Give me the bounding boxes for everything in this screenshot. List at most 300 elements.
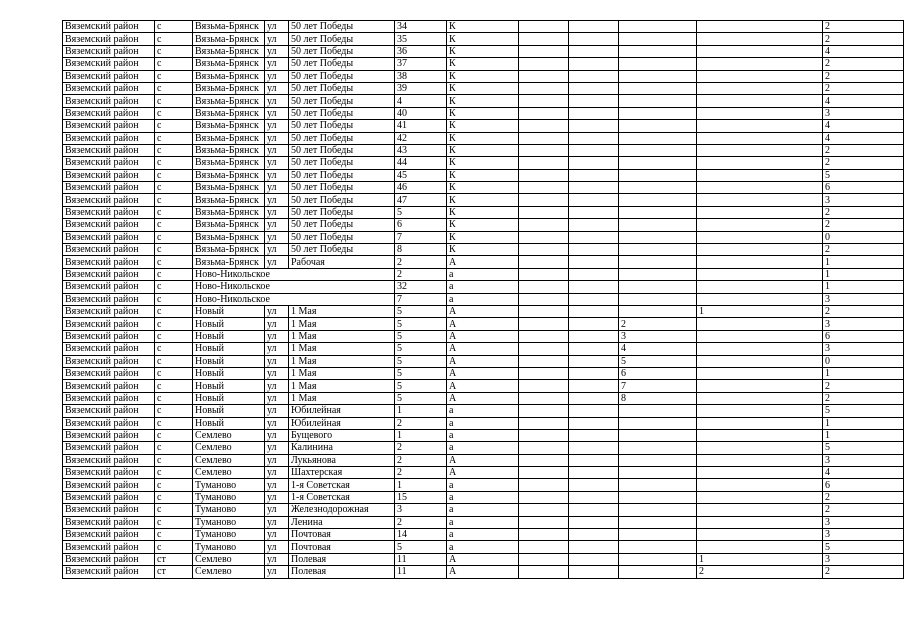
cell-street: 50 лет Победы xyxy=(289,82,395,94)
cell-room xyxy=(697,491,823,503)
cell-district: Вяземский район xyxy=(63,566,155,578)
cell-apartment xyxy=(619,169,697,181)
cell-street: Лукьянова xyxy=(289,454,395,466)
cell-district: Вяземский район xyxy=(63,417,155,429)
cell-district: Вяземский район xyxy=(63,529,155,541)
cell-settlement-type: с xyxy=(155,206,193,218)
table-row xyxy=(63,417,904,429)
cell-street: 1 Мая xyxy=(289,318,395,330)
cell-col-8 xyxy=(519,553,569,565)
cell-district: Вяземский район xyxy=(63,343,155,355)
cell-street-type: ул xyxy=(265,256,289,268)
cell-col-8 xyxy=(519,157,569,169)
cell-house-number: 42 xyxy=(395,132,447,144)
cell-col-9 xyxy=(569,293,619,305)
cell-settlement-type: с xyxy=(155,541,193,553)
cell-settlement: Туманово xyxy=(193,479,265,491)
cell-room xyxy=(697,293,823,305)
cell-apartment xyxy=(619,429,697,441)
cell-col-8 xyxy=(519,21,569,33)
cell-col-9 xyxy=(569,541,619,553)
cell-col-9 xyxy=(569,256,619,268)
cell-building-letter: А xyxy=(447,367,519,379)
cell-apartment: 4 xyxy=(619,343,697,355)
cell-district: Вяземский район xyxy=(63,206,155,218)
cell-district: Вяземский район xyxy=(63,95,155,107)
cell-house-number: 14 xyxy=(395,529,447,541)
cell-district: Вяземский район xyxy=(63,256,155,268)
cell-col-9 xyxy=(569,95,619,107)
cell-apartment xyxy=(619,454,697,466)
cell-settlement: Новый xyxy=(193,355,265,367)
cell-settlement: Вязьма-Брянск xyxy=(193,95,265,107)
cell-building-letter: К xyxy=(447,132,519,144)
cell-settlement: Вязьма-Брянск xyxy=(193,58,265,70)
cell-district: Вяземский район xyxy=(63,132,155,144)
cell-house-number: 5 xyxy=(395,380,447,392)
cell-building-letter: А xyxy=(447,318,519,330)
cell-apartment xyxy=(619,182,697,194)
cell-room xyxy=(697,95,823,107)
table-row xyxy=(63,206,904,218)
cell-district: Вяземский район xyxy=(63,293,155,305)
cell-room xyxy=(697,516,823,528)
cell-settlement: Туманово xyxy=(193,491,265,503)
cell-apartment xyxy=(619,541,697,553)
cell-street: 1 Мая xyxy=(289,380,395,392)
cell-street-type: ул xyxy=(265,529,289,541)
cell-col-9 xyxy=(569,330,619,342)
table-row xyxy=(63,21,904,33)
cell-street: 50 лет Победы xyxy=(289,21,395,33)
cell-settlement: Новый xyxy=(193,367,265,379)
cell-street: 1-я Советская xyxy=(289,479,395,491)
cell-apartment xyxy=(619,566,697,578)
cell-col-9 xyxy=(569,516,619,528)
cell-building-letter: а xyxy=(447,442,519,454)
cell-district: Вяземский район xyxy=(63,120,155,132)
cell-room xyxy=(697,281,823,293)
table-row xyxy=(63,144,904,156)
cell-col-9 xyxy=(569,467,619,479)
cell-building-letter: а xyxy=(447,479,519,491)
cell-building-letter: а xyxy=(447,268,519,280)
cell-count: 6 xyxy=(823,330,904,342)
cell-district: Вяземский район xyxy=(63,58,155,70)
cell-settlement: Новый xyxy=(193,343,265,355)
cell-room xyxy=(697,268,823,280)
cell-col-8 xyxy=(519,58,569,70)
cell-street-type: ул xyxy=(265,392,289,404)
cell-col-8 xyxy=(519,467,569,479)
cell-apartment xyxy=(619,194,697,206)
cell-settlement: Туманово xyxy=(193,516,265,528)
cell-col-9 xyxy=(569,33,619,45)
cell-district: Вяземский район xyxy=(63,268,155,280)
cell-count: 2 xyxy=(823,144,904,156)
cell-house-number: 5 xyxy=(395,305,447,317)
cell-col-8 xyxy=(519,268,569,280)
cell-col-9 xyxy=(569,120,619,132)
cell-building-letter: А xyxy=(447,355,519,367)
cell-room xyxy=(697,541,823,553)
cell-apartment xyxy=(619,491,697,503)
table-row xyxy=(63,45,904,57)
cell-street-type: ул xyxy=(265,95,289,107)
cell-apartment xyxy=(619,281,697,293)
cell-district: Вяземский район xyxy=(63,541,155,553)
cell-settlement-type: с xyxy=(155,33,193,45)
cell-apartment xyxy=(619,479,697,491)
cell-col-9 xyxy=(569,281,619,293)
table-row xyxy=(63,268,904,280)
cell-count: 4 xyxy=(823,120,904,132)
cell-district: Вяземский район xyxy=(63,504,155,516)
cell-district: Вяземский район xyxy=(63,491,155,503)
cell-room xyxy=(697,206,823,218)
cell-apartment xyxy=(619,82,697,94)
cell-settlement-type: с xyxy=(155,504,193,516)
cell-count: 1 xyxy=(823,367,904,379)
cell-count: 1 xyxy=(823,256,904,268)
cell-street-type: ул xyxy=(265,70,289,82)
cell-col-8 xyxy=(519,206,569,218)
cell-street-type: ул xyxy=(265,343,289,355)
cell-settlement: Семлево xyxy=(193,454,265,466)
cell-settlement: Семлево xyxy=(193,429,265,441)
cell-count: 2 xyxy=(823,58,904,70)
cell-district: Вяземский район xyxy=(63,231,155,243)
cell-col-9 xyxy=(569,479,619,491)
cell-col-8 xyxy=(519,529,569,541)
cell-col-9 xyxy=(569,380,619,392)
cell-house-number: 2 xyxy=(395,268,447,280)
cell-settlement: Вязьма-Брянск xyxy=(193,169,265,181)
cell-street: 50 лет Победы xyxy=(289,219,395,231)
cell-settlement: Вязьма-Брянск xyxy=(193,244,265,256)
cell-settlement: Вязьма-Брянск xyxy=(193,219,265,231)
cell-street: Рабочая xyxy=(289,256,395,268)
cell-street: Полевая xyxy=(289,566,395,578)
cell-room xyxy=(697,21,823,33)
cell-room xyxy=(697,144,823,156)
cell-col-9 xyxy=(569,305,619,317)
cell-col-8 xyxy=(519,491,569,503)
cell-settlement-type: с xyxy=(155,182,193,194)
cell-col-9 xyxy=(569,318,619,330)
table-row xyxy=(63,82,904,94)
cell-apartment xyxy=(619,219,697,231)
cell-room xyxy=(697,45,823,57)
cell-street-type: ул xyxy=(265,305,289,317)
cell-col-8 xyxy=(519,504,569,516)
cell-col-9 xyxy=(569,553,619,565)
table-row xyxy=(63,182,904,194)
table-row xyxy=(63,529,904,541)
cell-col-8 xyxy=(519,231,569,243)
cell-settlement: Вязьма-Брянск xyxy=(193,194,265,206)
cell-district: Вяземский район xyxy=(63,82,155,94)
cell-street: 50 лет Победы xyxy=(289,120,395,132)
cell-col-9 xyxy=(569,45,619,57)
cell-street: 50 лет Победы xyxy=(289,45,395,57)
cell-col-8 xyxy=(519,281,569,293)
cell-apartment xyxy=(619,95,697,107)
cell-room: 1 xyxy=(697,553,823,565)
cell-col-9 xyxy=(569,343,619,355)
cell-building-letter: К xyxy=(447,45,519,57)
cell-street-type: ул xyxy=(265,194,289,206)
cell-count: 1 xyxy=(823,281,904,293)
cell-settlement: Вязьма-Брянск xyxy=(193,144,265,156)
cell-count: 4 xyxy=(823,467,904,479)
cell-building-letter: К xyxy=(447,157,519,169)
cell-room xyxy=(697,82,823,94)
cell-col-9 xyxy=(569,268,619,280)
cell-count: 6 xyxy=(823,479,904,491)
cell-col-8 xyxy=(519,82,569,94)
cell-col-9 xyxy=(569,429,619,441)
table-row xyxy=(63,107,904,119)
cell-building-letter: К xyxy=(447,33,519,45)
table-row xyxy=(63,120,904,132)
cell-house-number: 1 xyxy=(395,479,447,491)
cell-room xyxy=(697,194,823,206)
cell-count: 2 xyxy=(823,566,904,578)
cell-room xyxy=(697,429,823,441)
cell-street: Ленина xyxy=(289,516,395,528)
table-row xyxy=(63,244,904,256)
cell-col-9 xyxy=(569,355,619,367)
cell-settlement: Новый xyxy=(193,380,265,392)
cell-settlement: Вязьма-Брянск xyxy=(193,256,265,268)
cell-room xyxy=(697,231,823,243)
cell-district: Вяземский район xyxy=(63,367,155,379)
cell-street: Юбилейная xyxy=(289,405,395,417)
cell-house-number: 3 xyxy=(395,504,447,516)
cell-col-8 xyxy=(519,516,569,528)
cell-settlement-type: с xyxy=(155,343,193,355)
cell-settlement: Новый xyxy=(193,305,265,317)
cell-apartment xyxy=(619,553,697,565)
cell-col-8 xyxy=(519,45,569,57)
cell-settlement-type: с xyxy=(155,21,193,33)
cell-building-letter: А xyxy=(447,330,519,342)
cell-room xyxy=(697,504,823,516)
cell-street: 50 лет Победы xyxy=(289,70,395,82)
cell-building-letter: а xyxy=(447,429,519,441)
table-row xyxy=(63,231,904,243)
cell-street: 1 Мая xyxy=(289,330,395,342)
cell-street: Бущевого xyxy=(289,429,395,441)
table-row xyxy=(63,58,904,70)
cell-street: 50 лет Победы xyxy=(289,194,395,206)
table-row xyxy=(63,454,904,466)
cell-col-8 xyxy=(519,256,569,268)
cell-col-9 xyxy=(569,58,619,70)
table-row xyxy=(63,479,904,491)
cell-street-type: ул xyxy=(265,553,289,565)
cell-apartment xyxy=(619,268,697,280)
cell-building-letter: К xyxy=(447,219,519,231)
cell-building-letter: а xyxy=(447,405,519,417)
cell-apartment xyxy=(619,231,697,243)
cell-street-type: ул xyxy=(265,231,289,243)
cell-street-type: ул xyxy=(265,318,289,330)
cell-house-number: 36 xyxy=(395,45,447,57)
cell-street-type: ул xyxy=(265,82,289,94)
cell-house-number: 37 xyxy=(395,58,447,70)
table-row xyxy=(63,566,904,578)
cell-district: Вяземский район xyxy=(63,405,155,417)
cell-street-type: ул xyxy=(265,244,289,256)
cell-street: 1 Мая xyxy=(289,367,395,379)
cell-room xyxy=(697,120,823,132)
cell-settlement: Семлево xyxy=(193,553,265,565)
cell-district: Вяземский район xyxy=(63,169,155,181)
cell-settlement: Туманово xyxy=(193,504,265,516)
cell-apartment: 5 xyxy=(619,355,697,367)
cell-room xyxy=(697,392,823,404)
cell-house-number: 39 xyxy=(395,82,447,94)
table-row xyxy=(63,541,904,553)
cell-settlement: Вязьма-Брянск xyxy=(193,45,265,57)
cell-room xyxy=(697,33,823,45)
cell-house-number: 2 xyxy=(395,516,447,528)
cell-count: 3 xyxy=(823,529,904,541)
cell-settlement-type: с xyxy=(155,318,193,330)
cell-street-type: ул xyxy=(265,107,289,119)
cell-col-9 xyxy=(569,417,619,429)
cell-street-type: ул xyxy=(265,467,289,479)
cell-count: 5 xyxy=(823,541,904,553)
cell-settlement: Туманово xyxy=(193,529,265,541)
cell-settlement-type: с xyxy=(155,417,193,429)
cell-district: Вяземский район xyxy=(63,516,155,528)
cell-count: 5 xyxy=(823,405,904,417)
cell-count: 2 xyxy=(823,305,904,317)
cell-apartment: 6 xyxy=(619,367,697,379)
cell-settlement-type: с xyxy=(155,107,193,119)
cell-count: 2 xyxy=(823,21,904,33)
cell-street: Шахтерская xyxy=(289,467,395,479)
cell-settlement: Новый xyxy=(193,392,265,404)
cell-street-type: ул xyxy=(265,454,289,466)
cell-district: Вяземский район xyxy=(63,467,155,479)
cell-settlement-type: с xyxy=(155,95,193,107)
cell-room xyxy=(697,454,823,466)
cell-building-letter: К xyxy=(447,194,519,206)
cell-room xyxy=(697,479,823,491)
cell-house-number: 34 xyxy=(395,21,447,33)
cell-house-number: 7 xyxy=(395,293,447,305)
cell-col-9 xyxy=(569,157,619,169)
cell-count: 4 xyxy=(823,95,904,107)
cell-house-number: 40 xyxy=(395,107,447,119)
cell-count: 3 xyxy=(823,107,904,119)
cell-district: Вяземский район xyxy=(63,305,155,317)
cell-col-8 xyxy=(519,33,569,45)
cell-building-letter: а xyxy=(447,293,519,305)
cell-district: Вяземский район xyxy=(63,281,155,293)
cell-street-type: ул xyxy=(265,169,289,181)
cell-building-letter: К xyxy=(447,144,519,156)
cell-building-letter: К xyxy=(447,206,519,218)
cell-col-9 xyxy=(569,454,619,466)
cell-count: 4 xyxy=(823,45,904,57)
cell-house-number: 2 xyxy=(395,256,447,268)
cell-district: Вяземский район xyxy=(63,219,155,231)
cell-building-letter: а xyxy=(447,491,519,503)
cell-col-9 xyxy=(569,219,619,231)
cell-settlement-type: с xyxy=(155,58,193,70)
cell-count: 0 xyxy=(823,231,904,243)
cell-settlement-type: с xyxy=(155,268,193,280)
cell-apartment xyxy=(619,305,697,317)
cell-room xyxy=(697,182,823,194)
cell-col-8 xyxy=(519,182,569,194)
table-row xyxy=(63,132,904,144)
cell-count: 2 xyxy=(823,219,904,231)
cell-settlement: Семлево xyxy=(193,566,265,578)
cell-district: Вяземский район xyxy=(63,442,155,454)
cell-house-number: 7 xyxy=(395,231,447,243)
cell-col-8 xyxy=(519,417,569,429)
cell-house-number: 45 xyxy=(395,169,447,181)
cell-district: Вяземский район xyxy=(63,182,155,194)
cell-settlement: Вязьма-Брянск xyxy=(193,182,265,194)
cell-settlement-type: с xyxy=(155,392,193,404)
cell-settlement-type: с xyxy=(155,355,193,367)
cell-settlement: Вязьма-Брянск xyxy=(193,120,265,132)
cell-col-9 xyxy=(569,566,619,578)
cell-apartment: 8 xyxy=(619,392,697,404)
cell-col-8 xyxy=(519,132,569,144)
cell-apartment xyxy=(619,70,697,82)
cell-house-number: 15 xyxy=(395,491,447,503)
table-row xyxy=(63,343,904,355)
cell-district: Вяземский район xyxy=(63,330,155,342)
cell-count: 3 xyxy=(823,454,904,466)
cell-street: 1 Мая xyxy=(289,355,395,367)
table-row xyxy=(63,256,904,268)
cell-col-9 xyxy=(569,491,619,503)
cell-house-number: 35 xyxy=(395,33,447,45)
cell-room xyxy=(697,169,823,181)
cell-room xyxy=(697,343,823,355)
data-table xyxy=(62,20,904,579)
cell-house-number: 5 xyxy=(395,355,447,367)
cell-street-type: ул xyxy=(265,182,289,194)
cell-street-type: ул xyxy=(265,330,289,342)
cell-building-letter: А xyxy=(447,380,519,392)
cell-street-type: ул xyxy=(265,219,289,231)
cell-district: Вяземский район xyxy=(63,454,155,466)
cell-col-9 xyxy=(569,405,619,417)
cell-building-letter: а xyxy=(447,529,519,541)
cell-col-8 xyxy=(519,479,569,491)
cell-col-8 xyxy=(519,107,569,119)
cell-house-number: 43 xyxy=(395,144,447,156)
cell-house-number: 5 xyxy=(395,330,447,342)
cell-settlement-type: с xyxy=(155,144,193,156)
cell-col-9 xyxy=(569,82,619,94)
cell-col-8 xyxy=(519,169,569,181)
cell-room xyxy=(697,467,823,479)
cell-apartment xyxy=(619,45,697,57)
table-row xyxy=(63,305,904,317)
cell-building-letter: К xyxy=(447,58,519,70)
